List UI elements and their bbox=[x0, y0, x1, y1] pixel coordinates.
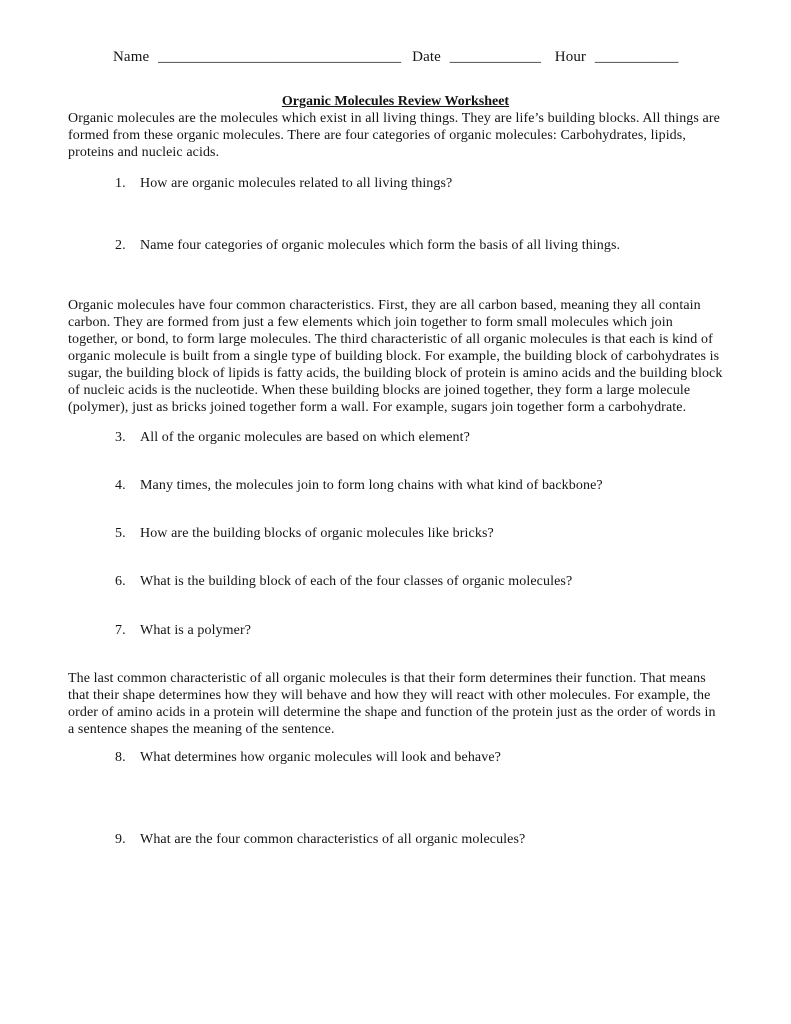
question-number: 3. bbox=[115, 430, 126, 445]
question-item-7 bbox=[68, 622, 723, 639]
hour-blank-line: ___________ bbox=[594, 49, 679, 65]
date-label: Date bbox=[412, 49, 441, 65]
hour-label: Hour bbox=[554, 49, 587, 65]
question-number: 7. bbox=[115, 623, 126, 638]
question-number: 2. bbox=[115, 238, 126, 253]
question-item-3 bbox=[68, 429, 723, 446]
question-text: What is a polymer? bbox=[140, 623, 252, 638]
page-title: Organic Molecules Review Worksheet bbox=[281, 94, 510, 109]
question-item-4 bbox=[68, 477, 723, 494]
question-text: How are organic molecules related to all living things? bbox=[140, 176, 453, 191]
question-item-2 bbox=[68, 237, 723, 254]
question-item-6 bbox=[68, 573, 723, 590]
question-item-9 bbox=[68, 831, 723, 848]
question-number: 4. bbox=[115, 478, 126, 493]
question-text: How are the building blocks of organic molecules like bricks? bbox=[140, 526, 494, 541]
question-text: Name four categories of organic molecules which form the basis of all living things. bbox=[140, 238, 621, 253]
question-text: Many times, the molecules join to form long chains with what kind of backbone? bbox=[140, 478, 603, 493]
characteristics-paragraph: Organic molecules have four common characteristics. First, they are all carbon based, meaning they all contain carbon. They are formed from just a few elements which join together to form small molecules which join together, or bond, to form large molecules. The third characteristic of all organic molecules is that each is kind of organic molecule is built from a single type of building block. For example, the building block of carbohydrates is sugar, the building block of lipids is fatty acids, the building block of protein is amino acids and the building block of nucleic acids is the nucleotide. When these building blocks are joined together, they form a large molecule (polymer), just as bricks joined together form a wall. For example, sugars join together form a carbohydrate. bbox=[68, 298, 723, 415]
question-text: What determines how organic molecules will look and behave? bbox=[140, 750, 501, 765]
question-text: What is the building block of each of the four classes of organic molecules? bbox=[140, 574, 573, 589]
question-item-5 bbox=[68, 525, 723, 542]
question-text: What are the four common characteristics of all organic molecules? bbox=[140, 832, 526, 847]
form-function-paragraph: The last common characteristic of all organic molecules is that their form determines their function. That means that their shape determines how they will behave and how they will react with other molecules. For example, the order of amino acids in a protein will determine the shape and function of the protein just as the order of words in a sentence shapes the meaning of the sentence. bbox=[68, 671, 716, 737]
name-blank-line: ________________________________ bbox=[158, 49, 402, 65]
question-number: 8. bbox=[115, 750, 126, 765]
name-label: Name bbox=[113, 49, 150, 65]
question-item-8 bbox=[68, 749, 723, 766]
header bbox=[113, 47, 723, 67]
question-number: 5. bbox=[115, 526, 126, 541]
question-number: 1. bbox=[115, 176, 126, 191]
intro-paragraph: Organic molecules are the molecules which exist in all living things. They are life’s building blocks. All things are formed from these organic molecules. There are four categories of organic molecules: Carbohydrates, lipids, proteins and nucleic acids. bbox=[68, 111, 720, 160]
question-number: 6. bbox=[115, 574, 126, 589]
question-text: All of the organic molecules are based on which element? bbox=[140, 430, 470, 445]
question-number: 9. bbox=[115, 832, 126, 847]
question-item-1 bbox=[68, 175, 723, 192]
date-blank-line: ____________ bbox=[449, 49, 541, 65]
